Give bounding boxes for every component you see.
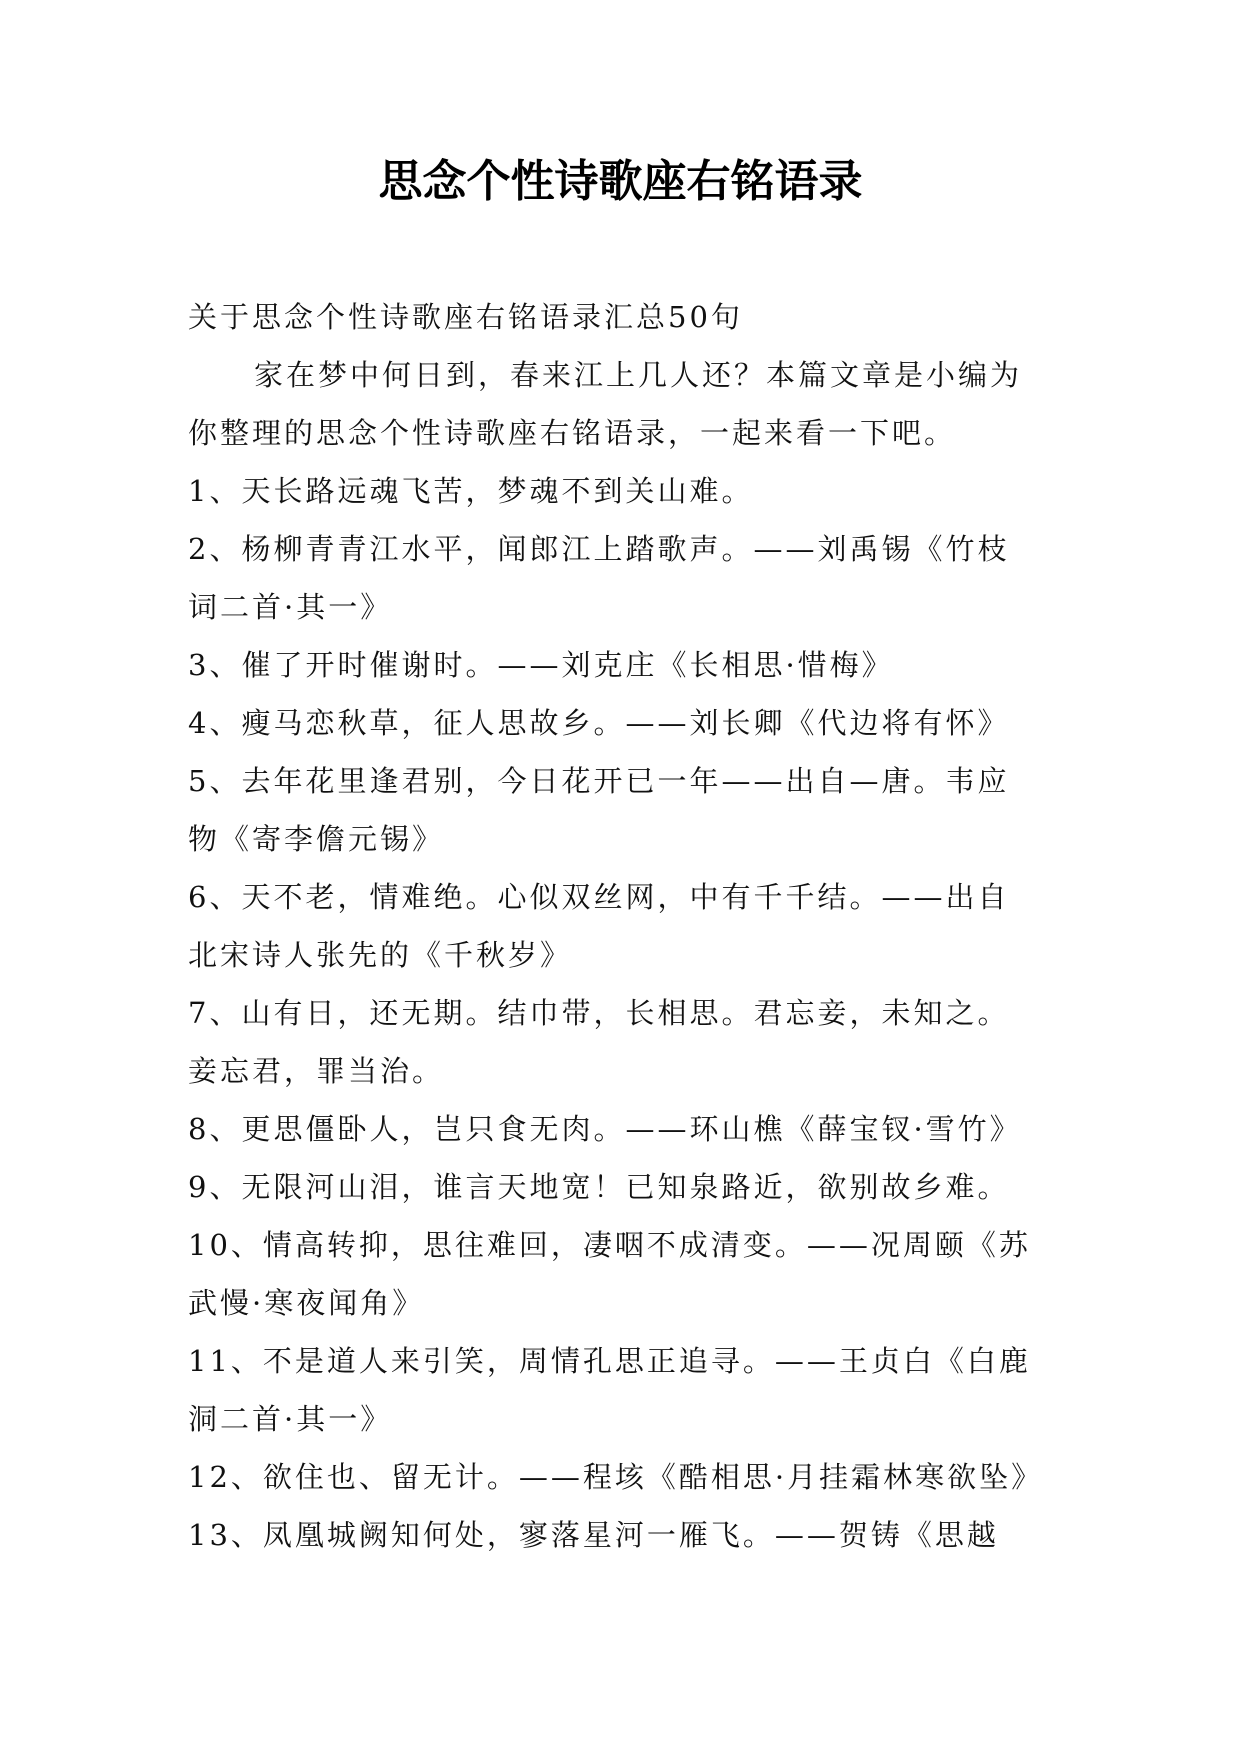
text-line: 6、天不老，情难绝。心似双丝网，中有千千结。——出自 <box>188 880 1010 914</box>
text-line: 3、催了开时催谢时。——刘克庄《长相思·惜梅》 <box>188 648 894 682</box>
text-line: 武慢·寒夜闻角》 <box>188 1286 425 1320</box>
text-line: 9、无限河山泪，谁言天地宽！已知泉路近，欲别故乡难。 <box>188 1170 1010 1204</box>
text-line: 1、天长路远魂飞苦，梦魂不到关山难。 <box>188 474 754 508</box>
text-line: 12、欲住也、留无计。——程垓《酷相思·月挂霜林寒欲坠》 <box>188 1460 1044 1494</box>
text-line: 5、去年花里逢君别，今日花开已一年——出自—唐。韦应 <box>188 764 1010 798</box>
text-line: 词二首·其一》 <box>188 590 393 624</box>
text-line: 洞二首·其一》 <box>188 1402 393 1436</box>
text-line: 物《寄李儋元锡》 <box>188 822 445 856</box>
text-line: 7、山有日，还无期。结巾带，长相思。君忘妾，未知之。 <box>188 996 1010 1030</box>
text-line: 北宋诗人张先的《千秋岁》 <box>188 938 573 972</box>
text-line: 8、更思僵卧人，岂只食无肉。——环山樵《薛宝钗·雪竹》 <box>188 1112 1022 1146</box>
text-line: 2、杨柳青青江水平，闻郎江上踏歌声。——刘禹锡《竹枝 <box>188 532 1010 566</box>
text-line: 4、瘦马恋秋草，征人思故乡。——刘长卿《代边将有怀》 <box>188 706 1010 740</box>
text-line: 10、情高转抑，思往难回，凄咽不成清变。——况周颐《苏 <box>188 1228 1031 1262</box>
text-line: 13、凤凰城阙知何处，寥落星河一雁飞。——贺铸《思越 <box>188 1518 999 1552</box>
text-line: 11、不是道人来引笑，周情孔思正追寻。——王贞白《白鹿 <box>188 1344 1031 1378</box>
text-line: 家在梦中何日到，春来江上几人还？本篇文章是小编为 <box>254 358 1023 392</box>
document-title: 思念个性诗歌座右铭语录 <box>378 156 863 207</box>
text-line: 妾忘君，罪当治。 <box>188 1054 445 1088</box>
document-body <box>188 288 1068 1564</box>
text-line: 关于思念个性诗歌座右铭语录汇总50句 <box>188 300 743 334</box>
text-line: 你整理的思念个性诗歌座右铭语录，一起来看一下吧。 <box>188 416 957 450</box>
